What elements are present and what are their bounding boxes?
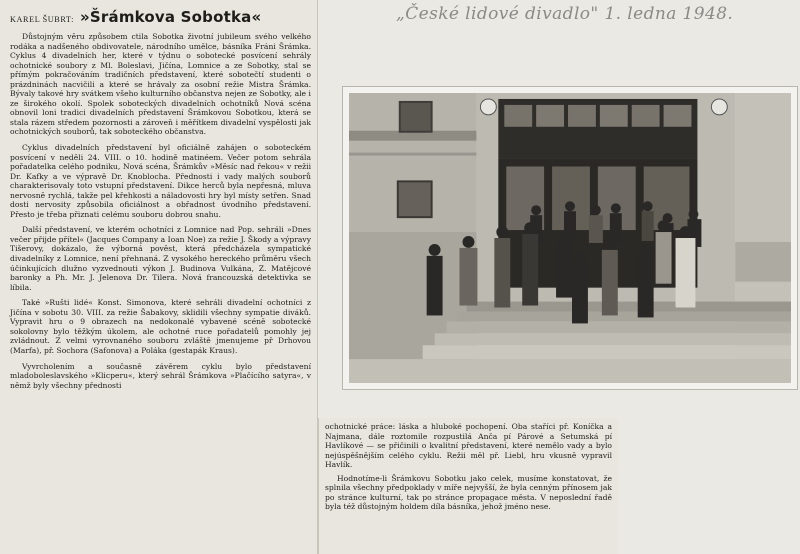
article-paragraph: Důstojným věru způsobem ctila Sobotka životní jubileum svého velkého rodáka a nadšeného obdivovatele, národního umělce, básníka Fráni Šrámka. Cyklus 4 divadelních her, které v týdnu o sobotecké posvícení sehrály ochotnické soubory z Ml. Boleslavi, Jičína, Lomnice a ze Sobotky, stal se přímým pokračováním tradičních představení, které sobotečtí studenti o prázdninách nacvičili a které se hrávaly za osobní režie Mistra Šrámka. Bývaly takové hry svátkem všeho kulturního občanstva nejen ze Sobotky, ale i ze širokého okolí. Spolek soboteckých divadelních ochotníků Nová scéna obnovil loni tradici divadelních představení Šrámkovou Sobotkou, která se stala rázem středem pozornosti a zároveň i měřítkem divadelní vyspělosti jak ochotnických souborů, tak soboteckého občanstva. bbox=[10, 32, 311, 137]
article-author: KAREL ŠUBRT: bbox=[10, 15, 74, 24]
article-paragraph: Hodnotíme-li Šrámkovu Sobotku jako celek, musíme konstatovat, že splnila všechny předpoklady v míře nejvyšší, že byla cenným přínosem jak po stránce kulturní, tak po stránce propagace města. V neposlední řadě byla též důstojným holdem díla básníka, jehož jméno nese. bbox=[325, 473, 612, 512]
article-headline bbox=[10, 8, 311, 26]
article-paragraph: Vyvrcholením a současně závěrem cyklu bylo představení mladoboleslavského »Klicperu«, který sehrál Šrámkova »Plačícího satyra«, v němž byly všechny přednosti bbox=[10, 361, 311, 390]
article-paragraph: Cyklus divadelních představení byl oficiálně zahájen o soboteckém posvícení v neděli 24. VIII. o 10. hodině matinéem. Večer potom sehrála pořadatelka celého podniku, Nová scéna, Šrámkův »Měsíc nad řekou« v režii Dr. Kafky a ve výpravě Dr. Knoblocha. Přednosti i vady malých souborů charakterisovaly toto vstupní představení. Dikce herců byla nepřesná, mluva nervosně rychlá, takže pel křehkosti a náladovosti hry byl místy setřen. Snad dosti nervosity způsobila oficiálnost a obřadnost úvodního představení. Přesto je třeba přiznati celému souboru dobrou snahu. bbox=[10, 143, 311, 219]
article-body bbox=[10, 32, 311, 390]
newspaper-clipping-continuation bbox=[318, 418, 618, 554]
handwritten-caption: „České lidové divadlo" 1. ledna 1948. bbox=[396, 4, 734, 24]
article-paragraph: ochotnické práce: láska a hluboké pochopení. Oba staříci př. Koníčka a Najmana, dále roztomile rozpustilá Anča pí Párové a Setumská pí Havlíkové — se přičinili o kvalitní představení, které nemělo vady a bylo nejúspěšnějším celého cyklu. Režii měl př. Liebl, hru vkusně vypravil Havlík. bbox=[325, 422, 612, 470]
article-paragraph: Další představení, ve kterém ochotníci z Lomnice nad Pop. sehráli »Dnes večer přijde přítel« (Jacques Company a Ioan Noe) za režie J. Škody a výpravy Tišerovy, dokázalo, že výborná pověst, která předcházela sympatické divadelníky z Lomnice, není přehnaná. Z vysokého hereckého průměru všech účinkujících dlužno vyzvednouti výkon J. Budinova Vulkána, Z. Matějcové baronky a Ph. Mr. J. Jelenova Dr. Tilera. Nová francouzská detektivka se líbila. bbox=[10, 225, 311, 292]
group-photograph-icon bbox=[349, 93, 791, 383]
article-paragraph: Také »Rušti lidé« Konst. Simonova, které sehráli divadelní ochotníci z Jičína v sobotu 30. VIII. za režie Šabakovy, sklidili všechny sympatie diváků. Vypravit hru o 9 obrazech na nedokonalé vybavené scéně sobotecké sokolovny bylo těžkým úkolem, ale ochotné ruce pořadatelů pomohly jej zvládnout. Z velmi vyrovnaného souboru zvláště jmenujeme př Drhovou (Marfa), př. Sochora (Safonova) a Poláka (gestapák Kraus). bbox=[10, 298, 311, 355]
newspaper-clipping bbox=[0, 0, 318, 554]
article-title: »Šrámkova Sobotka« bbox=[80, 8, 262, 26]
photo-frame bbox=[342, 86, 798, 390]
